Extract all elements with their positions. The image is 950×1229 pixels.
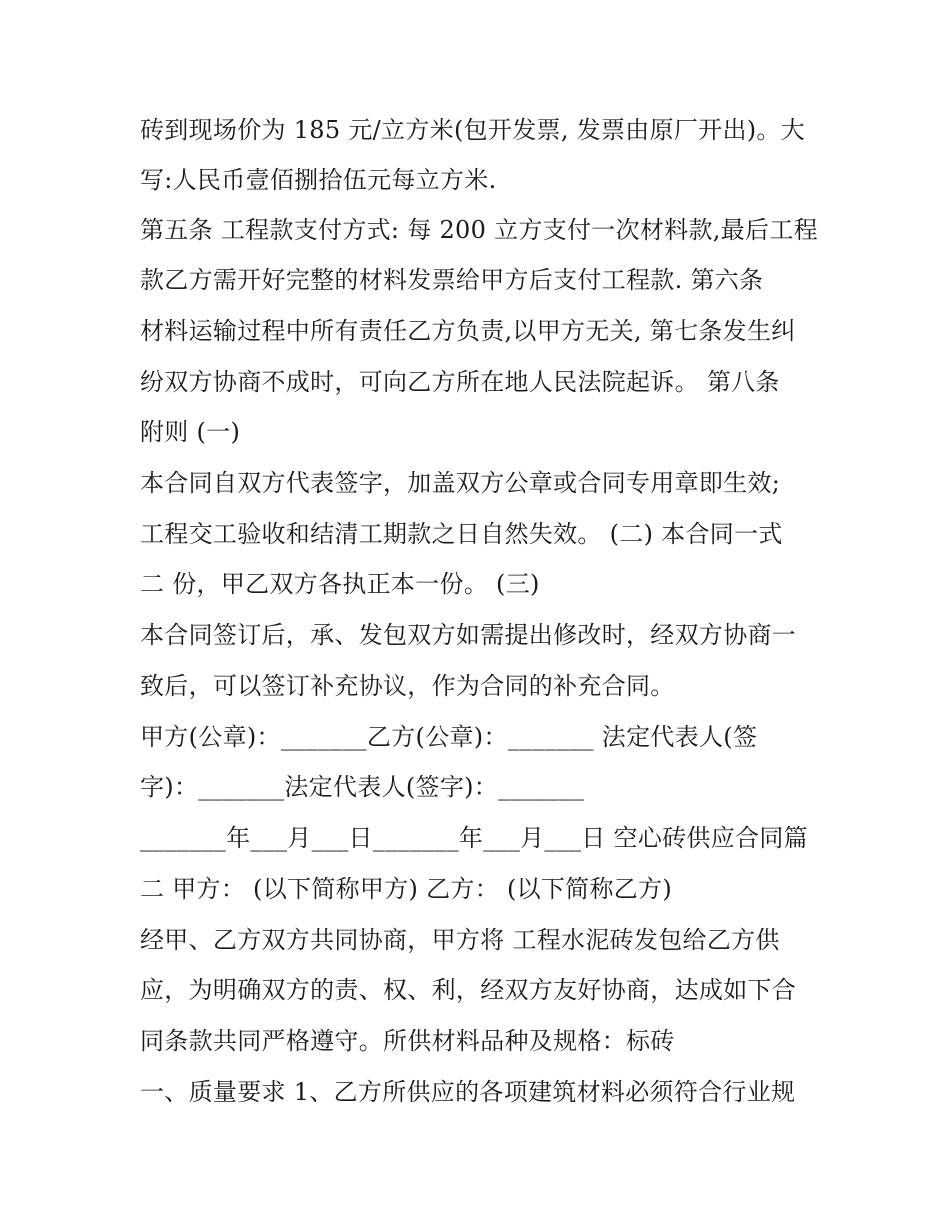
text-line: 砖到现场价为 185 元/立方米(包开发票, 发票由原厂开出)。大 [140,116,806,144]
text-line: 二 甲方： (以下简称甲方) 乙方： (以下简称乙方) [140,875,673,903]
text-line: 二 份，甲乙双方各执正本一份。 (三) [140,570,540,598]
text-line: 工程交工验收和结清工期款之日自然失效。 (二) 本合同一式 [140,520,783,548]
text-line: 本合同自双方代表签字，加盖双方公章或合同专用章即生效; [140,469,781,497]
text-line: 字)：_______法定代表人(签字)：_______ [140,773,585,801]
text-line: 写:人民币壹佰捌拾伍元每立方米. [140,166,497,194]
text-line: 同条款共同严格遵守。所供材料品种及规格：标砖 [140,1027,675,1055]
text-line: 附则 (一) [140,418,241,446]
text-line: 甲方(公章)：_______乙方(公章)：_______ 法定代表人(签 [140,723,758,751]
text-line: 本合同签订后，承、发包双方如需提出修改时，经双方协商一 [140,621,797,649]
text-line: 材料运输过程中所有责任乙方负责,以甲方无关, 第七条发生纠 [140,317,796,345]
text-line: 第五条 工程款支付方式: 每 200 立方支付一次材料款,最后工程 [140,216,818,244]
text-line: 经甲、乙方双方共同协商，甲方将 工程水泥砖发包给乙方供 [140,926,780,954]
text-line: 纷双方协商不成时，可向乙方所在地人民法院起诉。 第八条 [140,368,780,396]
text-line: 致后，可以签订补充协议，作为合同的补充合同。 [140,672,675,700]
text-line: 应，为明确双方的责、权、利，经双方友好协商，达成如下合 [140,976,797,1004]
text-line: 款乙方需开好完整的材料发票给甲方后支付工程款. 第六条 [140,266,764,294]
text-line: _______年___月___日_______年___月___日 空心砖供应合同篇 [140,824,808,852]
text-line: 一、质量要求 1、乙方所供应的各项建筑材料必须符合行业规 [140,1078,796,1106]
